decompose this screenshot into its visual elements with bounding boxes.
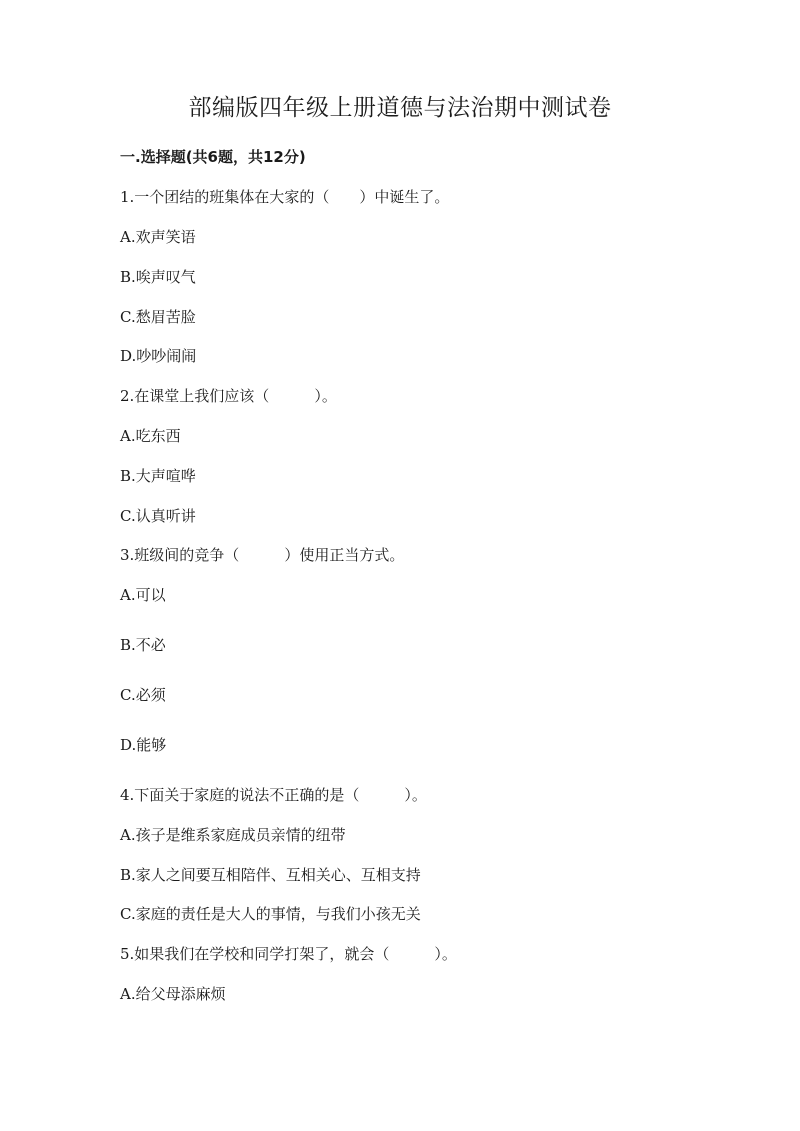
question-option: D.能够 — [120, 736, 167, 754]
question-stem: 2.在课堂上我们应该（ ）。 — [120, 387, 337, 405]
question-stem: 5.如果我们在学校和同学打架了，就会（ ）。 — [120, 945, 457, 963]
question-option: C.必须 — [120, 686, 166, 704]
question-stem: 4.下面关于家庭的说法不正确的是（ ）。 — [120, 786, 427, 804]
question-option: A.孩子是维系家庭成员亲情的纽带 — [120, 826, 346, 844]
page-title: 部编版四年级上册道德与法治期中测试卷 — [188, 95, 612, 121]
question-stem: 1.一个团结的班集体在大家的（ ）中诞生了。 — [120, 188, 450, 206]
question-option: A.可以 — [120, 586, 166, 604]
question-option: A.吃东西 — [120, 427, 181, 445]
question-stem: 3.班级间的竞争（ ）使用正当方式。 — [120, 546, 405, 564]
question-option: A.给父母添麻烦 — [120, 985, 226, 1003]
question-option: C.认真听讲 — [120, 507, 196, 525]
question-option: B.大声喧哗 — [120, 467, 196, 485]
question-option: C.家庭的责任是大人的事情，与我们小孩无关 — [120, 905, 421, 923]
question-option: B.唉声叹气 — [120, 268, 196, 286]
question-option: A.欢声笑语 — [120, 228, 196, 246]
question-option: C.愁眉苦脸 — [120, 308, 196, 326]
question-option: D.吵吵闹闹 — [120, 347, 197, 365]
section-heading: 一.选择题(共6题，共12分) — [120, 148, 306, 166]
question-option: B.不必 — [120, 636, 166, 654]
question-option: B.家人之间要互相陪伴、互相关心、互相支持 — [120, 866, 421, 884]
